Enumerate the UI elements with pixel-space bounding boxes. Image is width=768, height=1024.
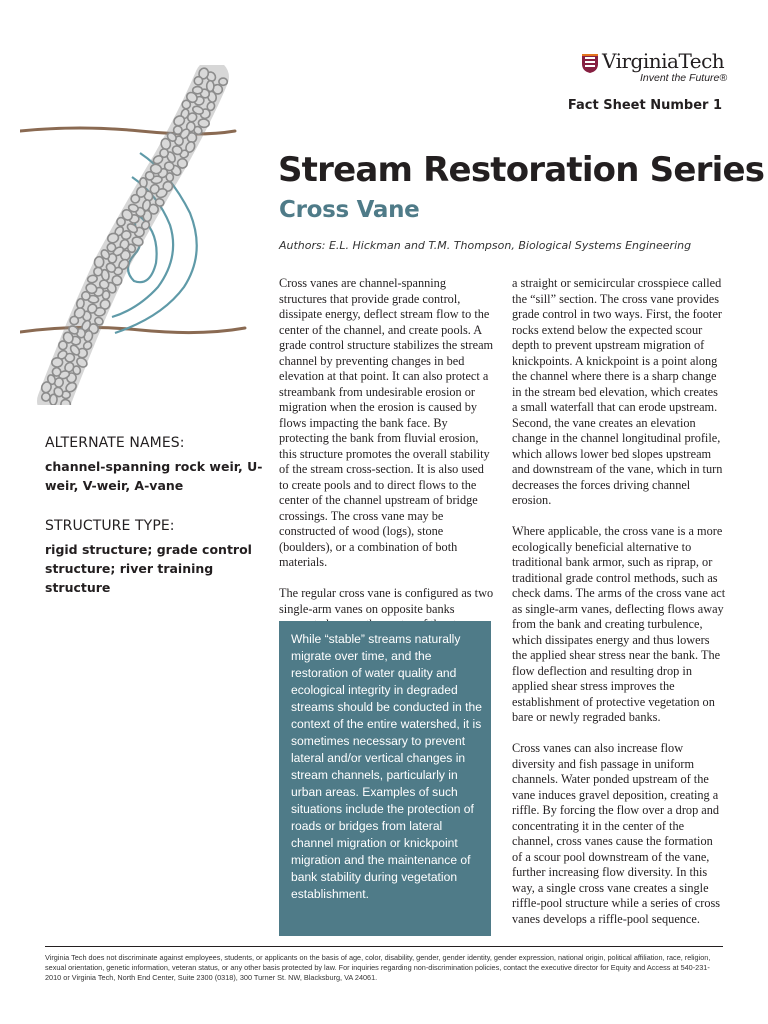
brand-name: VirginiaTech	[602, 49, 725, 73]
page-subtitle: Cross Vane	[279, 197, 420, 223]
paragraph: Cross vanes can also increase flow diversity and fish passage in uniform channels. Water ponded upstream of the vane induces gravel deposition, creating a riffle. By forcing the flow over a drop and concentrating it in the center of the channel, cross vanes cause the formation of a scour pool downstream of the vane, further increasing flow diversity. In this way, a single cross vane creates a single riffle-pool structure while a series of cross vanes develops a riffle-pool sequence.	[512, 741, 721, 926]
alternate-names-heading: ALTERNATE NAMES:	[45, 435, 185, 451]
boulder	[70, 316, 79, 325]
boulder	[219, 78, 227, 85]
boulder	[94, 256, 104, 267]
alternate-names-section	[45, 435, 265, 495]
fact-sheet-number: Fact Sheet Number 1	[567, 98, 722, 113]
vt-shield-icon	[580, 52, 600, 74]
virginia-tech-logo	[580, 48, 740, 88]
callout-box	[279, 621, 491, 936]
body-column-2	[512, 276, 726, 943]
boulder	[117, 218, 125, 227]
stream-bank-bottom	[20, 327, 245, 332]
callout-text: While “stable” streams naturally migrate over time, and the restoration of water quality and ecological integrity in degraded streams should be conducted in the context of the entire watershed, it is sometimes necessary to prevent lateral and/or vertical changes in stream channels, particularly in urban areas. Examples of such situations include the protection of roads or bridges from lateral channel migration or knickpoint migration and the maintenance of bank stability during vegetation establishment.	[291, 632, 482, 901]
footer-disclaimer: Virginia Tech does not discriminate against employees, students, or applicants on the basis of age, color, disability, gender, gender identity, gender expression, national origin, political affiliation, race, religion, sexual orientation, genetic information, veteran status, or any other basis protected by law. For inquiries regarding non-discrimination policies, contact the executive director for Equity and Access at 540-231-2010 or Virginia Tech, North End Center, Suite 2300 (0318), 300 Turner St. NW, Blacksburg, VA 24061.	[45, 953, 711, 982]
body-column-1	[279, 276, 495, 664]
cross-vane-illustration	[20, 65, 265, 405]
brand-tagline: Invent the Future®	[640, 72, 728, 84]
paragraph: Cross vanes are channel-spanning structures that provide grade control, dissipate energy, deflect stream flow to the center of the channel, and create pools. A grade control structure stabilizes the stream channel by preventing changes in bed elevation at that point. It can also protect a streambank from undesirable erosion or migration when the erosion is caused by flows impacting the bank face. By protecting the bank from fluvial erosion, this structure promotes the overall stability of the stream cross-section. It is also used to create pools and to direct flows to the center of the channel upstream of bridge crossings. The cross vane may be constructed of wood (logs), stone (boulders), or a combination of both materials.	[279, 276, 494, 569]
boulder	[52, 358, 63, 368]
boulder	[173, 126, 182, 135]
structure-type-heading: STRUCTURE TYPE:	[45, 518, 175, 534]
paragraph: The regular cross vane is configured as two single-arm vanes on opposite banks	[279, 586, 494, 616]
alternate-names-text: channel-spanning rock weir, U-weir, V-weir, A-vane	[45, 459, 263, 493]
paragraph: Where applicable, the cross vane is a more ecologically beneficial alternative to traditional bank armor, such as riprap, or traditional grade control methods, such as check dams. The arms of the cross vane act as single-arm vanes, deflecting flows away from the bank and creating turbulence, which dissipates energy and thus lowers the applied shear stress near the bank. The flow deflection and resulting drop in applied shear stress improves the establishment of protective vegetation on bare or newly regraded banks.	[512, 524, 726, 724]
footer-divider	[45, 946, 723, 947]
structure-type-section	[45, 518, 265, 597]
structure-type-text: rigid structure; grade control structure; river training structure	[45, 542, 252, 595]
authors-line: Authors: E.L. Hickman and T.M. Thompson, Biological Systems Engineering	[279, 239, 692, 252]
paragraph: a straight or semicircular crosspiece called the “sill” section. The cross vane provides grade control in two ways. First, the footer rocks extend below the expected scour depth to prevent upstream migration of knickpoints. A knickpoint is a point along the channel where there is a sharp change in the stream bed elevation, which creates a small waterfall that can erode upstream. Second, the vane creates an elevation change in the channel longitudinal profile, which allows lower bed slopes upstream and downstream of the vane, which in turn decreases the forces driving channel erosion.	[512, 276, 723, 507]
page-title: Stream Restoration Series	[278, 150, 765, 190]
